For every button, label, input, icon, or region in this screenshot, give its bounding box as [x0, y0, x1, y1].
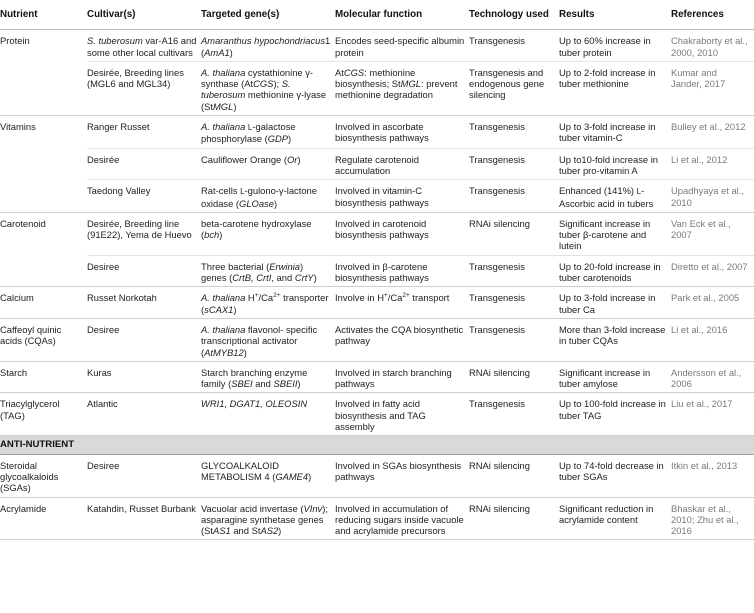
reference-cell: Bulley et al., 2012 [671, 116, 754, 149]
results-cell: Up to 2-fold increase in tuber methionine [559, 61, 671, 115]
tech-cell: Transgenesis and endogenous gene silencing [469, 61, 559, 115]
table-row [0, 287, 754, 319]
table-row [0, 255, 754, 287]
tech-cell: RNAi silencing [469, 454, 559, 497]
cultivar-cell: Katahdin, Russet Burbank [87, 497, 201, 540]
results-cell: More than 3-fold increase in tuber CQAs [559, 318, 671, 361]
table-row [0, 116, 754, 149]
function-cell: Involved in starch branching pathways [335, 361, 469, 393]
function-cell: Regulate carotenoid accumulation [335, 148, 469, 180]
tech-cell: Transgenesis [469, 148, 559, 180]
reference-cell: Li et al., 2012 [671, 148, 754, 180]
gene-cell: A. thaliana cystathionine γ-synthase (AtCGS); S. tuberosum methionine γ-lyase (StMGL) [201, 61, 335, 115]
cultivar-cell: Desiree [87, 454, 201, 497]
cultivar-cell: Desiree [87, 255, 201, 287]
reference-cell: Itkin et al., 2013 [671, 454, 754, 497]
tech-cell: RNAi silencing [469, 212, 559, 255]
reference-cell: Liu et al., 2017 [671, 393, 754, 436]
results-cell: Significant increase in tuber amylose [559, 361, 671, 393]
gene-cell: WRI1, DGAT1, OLEOSIN [201, 393, 335, 436]
table-row [0, 61, 754, 115]
nutrient-cell: Protein [0, 35, 30, 47]
gene-cell: A. thaliana L-galactose phosphorylase (GDP) [201, 116, 335, 149]
gene-cell: A. thaliana $H^+/Ca^{2+}$ transporter (sCAX1) [201, 287, 335, 319]
function-cell: Involved in ascorbate biosynthesis pathways [335, 116, 469, 149]
table-row [0, 148, 754, 180]
nutrient-cell [0, 61, 87, 115]
cultivar-cell: S. tuberosum var-A16 and some other local cultivars [87, 30, 201, 62]
section-row-anti-nutrient [0, 436, 754, 454]
function-cell: Involved in vitamin-C biosynthesis pathways [335, 180, 469, 213]
gene-cell: GLYCOALKALOID METABOLISM 4 (GAME4) [201, 454, 335, 497]
cultivar-cell: Taedong Valley [87, 180, 201, 213]
nutrient-cell: Triacylglycerol (TAG) [0, 393, 87, 436]
nutrient-cell: Calcium [0, 287, 87, 319]
cultivar-cell: Desirée, Breeding lines (MGL6 and MGL34) [87, 61, 201, 115]
cultivar-cell: Atlantic [87, 393, 201, 436]
reference-cell: Chakraborty et al., 2000, 2010 [671, 30, 754, 62]
function-cell: AtCGS: methionine biosynthesis; StMGL: prevent methionine degradation [335, 61, 469, 115]
tech-cell: RNAi silencing [469, 361, 559, 393]
results-cell: Up to 100-fold increase in tuber TAG [559, 393, 671, 436]
results-cell: Significant reduction in acrylamide content [559, 497, 671, 540]
function-cell: Activates the CQA biosynthetic pathway [335, 318, 469, 361]
col-header-tech: Technology used [469, 0, 559, 30]
nutrient-cell: Vitamins [0, 121, 36, 133]
cultivar-cell: Ranger Russet [87, 116, 201, 149]
gene-cell: beta-carotene hydroxylase (bch) [201, 212, 335, 255]
reference-cell: Kumar and Jander, 2017 [671, 61, 754, 115]
table-row [0, 361, 754, 393]
gene-cell: Three bacterial (Erwinia) genes (CrtB, CrtI, and CrtY) [201, 255, 335, 287]
cultivar-cell: Kuras [87, 361, 201, 393]
cultivar-cell: Desirée [87, 148, 201, 180]
function-cell: Involved in β-carotene biosynthesis pathways [335, 255, 469, 287]
function-cell: Involve in $H^+/Ca^{2+}$ transport [335, 287, 469, 319]
gene-cell: Rat-cells L-gulono-γ-lactone oxidase (GLOase) [201, 180, 335, 213]
tech-cell: RNAi silencing [469, 497, 559, 540]
nutrient-cell [0, 180, 87, 213]
col-header-nutrient: Nutrient [0, 0, 87, 30]
reference-cell: Van Eck et al., 2007 [671, 212, 754, 255]
gene-cell: Vacuolar acid invertase (VInv); asparagine synthetase genes (StAS1 and StAS2) [201, 497, 335, 540]
reference-cell: Diretto et al., 2007 [671, 255, 754, 287]
results-cell: Significant increase in tuber β-carotene and lutein [559, 212, 671, 255]
col-header-references: References [671, 0, 754, 30]
tech-cell: Transgenesis [469, 318, 559, 361]
gene-cell: Starch branching enzyme family (SBEI and SBEII) [201, 361, 335, 393]
col-header-function: Molecular function [335, 0, 469, 30]
reference-cell: Li et al., 2016 [671, 318, 754, 361]
nutrient-cell: Steroidal glycoalkaloids (SGAs) [0, 454, 87, 497]
reference-cell: Park et al., 2005 [671, 287, 754, 319]
results-cell: Enhanced (141%) L-Ascorbic acid in tubers [559, 180, 671, 213]
results-cell: Up to 3-fold increase in tuber Ca [559, 287, 671, 319]
cultivar-cell: Desiree [87, 318, 201, 361]
cultivar-cell: Desirée, Breeding line (91E22), Yema de Huevo [87, 212, 201, 255]
nutrient-cell: Caffeoyl quinic acids (CQAs) [0, 318, 87, 361]
function-cell: Encodes seed-specific albumin protein [335, 30, 469, 62]
results-cell: Up to 74-fold decrease in tuber SGAs [559, 454, 671, 497]
tech-cell: Transgenesis [469, 255, 559, 287]
tech-cell: Transgenesis [469, 180, 559, 213]
function-cell: Involved in carotenoid biosynthesis pathways [335, 212, 469, 255]
reference-cell: Bhaskar et al., 2010; Zhu et al., 2016 [671, 497, 754, 540]
reference-cell: Andersson et al., 2006 [671, 361, 754, 393]
results-cell: Up to10-fold increase in tuber pro-vitamin A [559, 148, 671, 180]
col-header-gene: Targeted gene(s) [201, 0, 335, 30]
table-row [0, 393, 754, 436]
header-row [0, 0, 754, 30]
gene-cell: A. thaliana flavonol- specific transcriptional activator (AtMYB12) [201, 318, 335, 361]
results-cell: Up to 3-fold increase in tuber vitamin-C [559, 116, 671, 149]
nutrient-cell [0, 148, 87, 180]
gene-cell: Cauliflower Orange (Or) [201, 148, 335, 180]
function-cell: Involved in accumulation of reducing sugars inside vacuole and acrylamide precursors [335, 497, 469, 540]
table-row [0, 454, 754, 497]
tech-cell: Transgenesis [469, 287, 559, 319]
tech-cell: Transgenesis [469, 116, 559, 149]
function-cell: Involved in fatty acid biosynthesis and TAG assembly [335, 393, 469, 436]
function-cell: Involved in SGAs biosynthesis pathways [335, 454, 469, 497]
nutrient-cell: Acrylamide [0, 497, 87, 540]
cultivar-cell: Russet Norkotah [87, 287, 201, 319]
section-label: ANTI-NUTRIENT [0, 436, 754, 454]
table-row [0, 318, 754, 361]
nutrient-cell: Carotenoid [0, 217, 46, 229]
gene-cell: Amaranthus hypochondriacus1 (AmA1) [201, 30, 335, 62]
results-cell: Up to 60% increase in tuber protein [559, 30, 671, 62]
tech-cell: Transgenesis [469, 30, 559, 62]
nutrient-cell [0, 255, 87, 287]
table-row [0, 180, 754, 213]
results-cell: Up to 20-fold increase in tuber carotenoids [559, 255, 671, 287]
tech-cell: Transgenesis [469, 393, 559, 436]
col-header-cultivar: Cultivar(s) [87, 0, 201, 30]
col-header-results: Results [559, 0, 671, 30]
table-row [0, 212, 754, 255]
table-row [0, 497, 754, 540]
nutrient-cell: Starch [0, 361, 87, 393]
table-row [0, 30, 754, 62]
reference-cell: Upadhyaya et al., 2010 [671, 180, 754, 213]
